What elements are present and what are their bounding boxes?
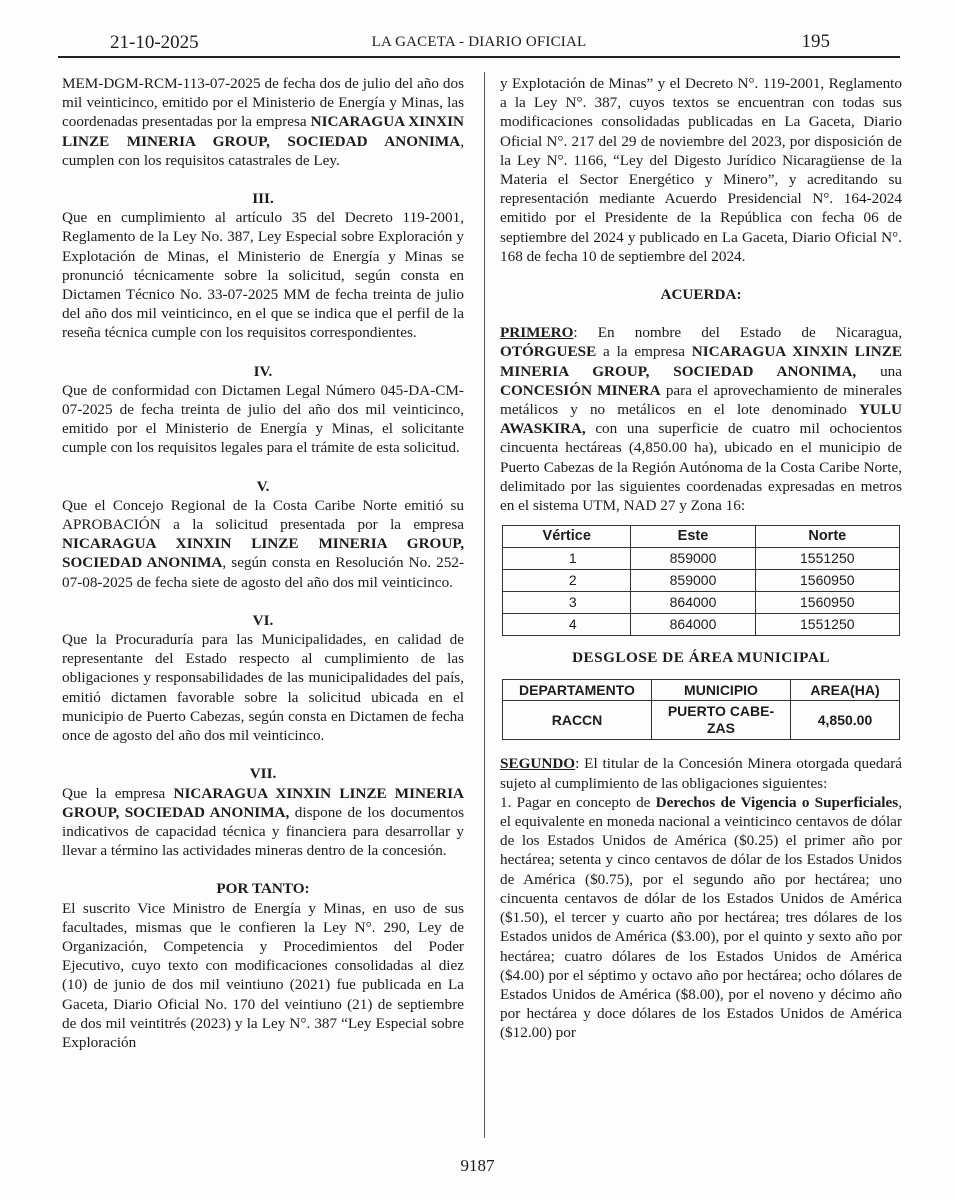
area-table xyxy=(502,679,900,740)
section-heading: ACUERDA: xyxy=(660,286,742,304)
table-header: DEPARTAMENTO xyxy=(503,680,652,701)
table-row: 1 859000 1551250 xyxy=(503,548,900,570)
table-row: 4 864000 1551250 xyxy=(503,614,900,636)
paragraph: Que el Concejo Regional de la Costa Caribe Norte emitió su APROBACIÓN a la solicitud presentada por la empresa NICARAGUA XINXIN LINZE MINERIA GROUP, SOCIEDAD ANONIMA, según consta en Resolución No. 252-07-08-2025 de fecha siete de agosto del año dos mil veinticinco. xyxy=(62,496,464,591)
table-header: Vértice xyxy=(503,526,631,548)
page-header xyxy=(58,28,900,58)
section-heading: VI. xyxy=(252,611,274,629)
table-header: AREA(HA) xyxy=(791,680,900,701)
paragraph: Que de conformidad con Dictamen Legal Número 045-DA-CM-07-2025 de fecha treinta de julio del año dos mil veinticinco, emitido por el Ministerio de Energía y Minas, el solicitante cumple con los requisitos legales para el trámite de esta solicitud. xyxy=(62,381,464,457)
paragraph: Que en cumplimiento al artículo 35 del Decreto 119-2001, Reglamento de la Ley No. 387, Ley Especial sobre Exploración y Explotación de Minas, el Ministerio de Energía y Minas se pronunció técnicamente sobre la solicitud, según consta en Dictamen Técnico No. 33-07-2025 MM de fecha treinta de julio del año dos mil veinticinco, en el que se indica que el perfil de la reseña técnica cumple con los requisitos correspondientes. xyxy=(62,209,464,342)
coordinates-table xyxy=(502,525,900,636)
table-header: MUNICIPIO xyxy=(652,680,791,701)
right-column xyxy=(500,74,902,1043)
paragraph-segundo: SEGUNDO: El titular de la Concesión Minera otorgada quedará sujeto al cumplimiento de las obligaciones siguientes: xyxy=(500,755,902,792)
paragraph-primero: PRIMERO: En nombre del Estado de Nicaragua, OTÓRGUESE a la empresa NICARAGUA XINXIN LINZE MINERIA GROUP, SOCIEDAD ANONIMA, una CONCESIÓN MINERA para el aprovechamiento de minerales metálicos y no metálicos en el lote denominado YULU AWASKIRA, con una superficie de cuatro mil ochocientos cincuenta hectáreas (4,850.00 ha), ubicado en el municipio de Puerto Cabezas de la Región Autónoma de la Costa Caribe Norte, delimitado por las siguientes coordenadas expresadas en metros en el sistema UTM, NAD 27 y Zona 16: xyxy=(500,324,902,515)
section-heading: V. xyxy=(256,477,270,495)
left-column xyxy=(62,74,464,1052)
page-footer-number: 9187 xyxy=(460,1156,495,1175)
section-heading: III. xyxy=(252,190,274,208)
section-heading: POR TANTO: xyxy=(216,880,310,898)
paragraph: Que la Procuraduría para las Municipalidades, en calidad de representante del Estado respecto al cumplimiento de las obligaciones y responsabilidades de las municipalidades del país, emitió dictamen favorable sobre la solicitud ubicada en el municipio de Puerto Cabezas, según consta en Dictamen de fecha once de agosto del año dos mil veinticinco. xyxy=(62,631,464,745)
table-header: Norte xyxy=(755,526,899,548)
paragraph: El suscrito Vice Ministro de Energía y Minas, en uso de sus facultades, mismas que le confieren la Ley N°. 290, Ley de Organización, Competencia y Procedimientos del Poder Ejecutivo, cuyo texto con modificaciones consolidadas al diez (10) de junio de dos mil veintiuno (2021) fue publicada en La Gaceta, Diario Oficial No. 170 del veintiuno (21) de septiembre de dos mil veintitrés (2023) y la Ley N°. 387 “Ley Especial sobre Exploración xyxy=(62,899,464,1051)
section-heading: IV. xyxy=(253,362,273,380)
paragraph: 1. Pagar en concepto de Derechos de Vigencia o Superficiales, el equivalente en moneda nacional a veinticinco centavos de dólar de los Estados Unidos de América ($0.25) el primer año por hectárea; setenta y cinco centavos de dólar de los Estados Unidos de América ($0.75), por el segundo año por hectárea; uno cincuenta centavos de dólar de los Estados Unidos de América ($1.50), el tercer y cuarto año por hectárea; tres dólares de los Estados unidos de América ($3.00), por el quinto y sexto año por hectárea; cuatro dólares de los Estados Unidos de América ($4.00) por el séptimo y octavo año por hectárea; ocho dólares de Estados Unidos de América ($8.00), por el noveno y décimo año por hectárea y doce dólares de los Estados Unidos de América ($12.00) por xyxy=(500,793,902,1042)
paragraph: y Explotación de Minas” y el Decreto N°. 119-2001, Reglamento a la Ley N°. 387, cuyos textos se encuentran con todas sus modificaciones consolidadas publicadas en La Gaceta, Diario Oficial N°. 217 del 29 de noviembre del 2023, por disposición de la Ley N°. 1166, “Ley del Digesto Jurídico Nicaragüense de la Materia el Sector Energético y Minero”, y acreditando su representación mediante Acuerdo Presidencial N°. 164-2024 emitido por el Presidente de la República con fecha 06 de septiembre del 2024 y publicado en La Gaceta, Diario Oficial N°. 168 de fecha 10 de septiembre del 2024. xyxy=(500,75,902,265)
header-page-number: 195 xyxy=(801,31,830,52)
table-row: RACCN PUERTO CABE-ZAS 4,850.00 xyxy=(503,701,900,740)
header-date: 21-10-2025 xyxy=(110,32,199,53)
table-row: 2 859000 1560950 xyxy=(503,570,900,592)
column-divider xyxy=(484,72,485,1138)
header-title: LA GACETA - DIARIO OFICIAL xyxy=(371,34,587,50)
table-header: Este xyxy=(631,526,755,548)
paragraph: Que la empresa NICARAGUA XINXIN LINZE MINERIA GROUP, SOCIEDAD ANONIMA, dispone de los documentos indicativos de capacidad técnica y financiera para desarrollar y llevar a término las actividades mineras dentro de la concesión. xyxy=(62,784,464,860)
paragraph: MEM-DGM-RCM-113-07-2025 de fecha dos de julio del año dos mil veinticinco, emitido por el Ministerio de Energía y Minas, las coordenadas presentadas por la empresa NICARAGUA XINXIN LINZE MINERIA GROUP, SOCIEDAD ANONIMA, cumplen con los requisitos catastrales de Ley. xyxy=(62,75,464,169)
section-heading: DESGLOSE DE ÁREA MUNICIPAL xyxy=(572,649,830,667)
table-row: 3 864000 1560950 xyxy=(503,592,900,614)
section-heading: VII. xyxy=(249,765,277,783)
